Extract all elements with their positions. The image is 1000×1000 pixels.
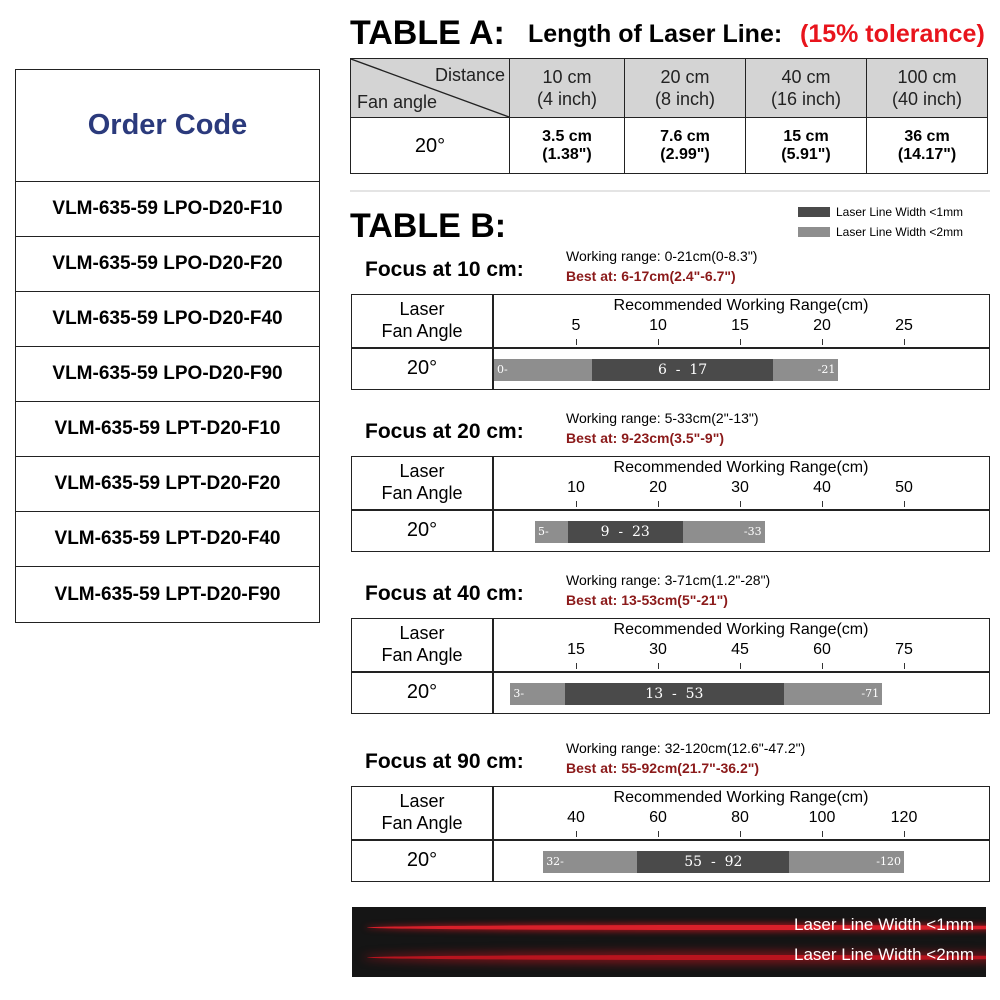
- fan-label-line2: Fan Angle: [381, 483, 463, 503]
- distance-header: [625, 59, 746, 118]
- axis-tick-mark: [658, 501, 659, 507]
- working-range-bar: [494, 359, 838, 381]
- order-code-row: [16, 512, 319, 567]
- fan-angle-cell: 20°: [351, 118, 510, 174]
- order-code: VLM-635-59 LPO-D20-F90: [52, 363, 283, 384]
- axis-tick-label: 45: [731, 641, 749, 658]
- range-min-label: 3-: [513, 687, 525, 700]
- axis-tick-label: 80: [731, 809, 749, 826]
- fan-label-line1: Laser: [399, 299, 445, 319]
- legend-item-light: [798, 225, 963, 239]
- axis-tick-label: 25: [895, 317, 913, 334]
- working-range-bar: [535, 521, 765, 543]
- axis-tick-label: 30: [649, 641, 667, 658]
- axis-tick-label: 15: [731, 317, 749, 334]
- length-cell: [746, 118, 867, 174]
- axis-tick-label: 10: [567, 479, 585, 496]
- table-a-title: TABLE A:: [350, 14, 505, 52]
- length-cm: 3.5 cm: [542, 127, 592, 145]
- range-min-label: 32-: [546, 855, 564, 868]
- fan-angle-value: 20°: [406, 357, 438, 379]
- range-header: Recommended Working Range(cm): [613, 459, 869, 476]
- fan-angle-header: [352, 622, 492, 666]
- axis-tick-label: 75: [895, 641, 913, 658]
- distance-cm: 100 cm: [897, 67, 957, 87]
- fan-label-line2: Fan Angle: [381, 321, 463, 341]
- axis-tick-mark: [822, 339, 823, 345]
- fan-angle-header: [352, 460, 492, 504]
- fan-label-line2: Fan Angle: [381, 645, 463, 665]
- distance-inch: (8 inch): [654, 89, 716, 109]
- distance-cm: 40 cm: [781, 67, 831, 87]
- axis-tick-mark: [740, 663, 741, 669]
- corner-distance-label: Distance: [434, 65, 505, 85]
- row-divider: [352, 509, 989, 511]
- fan-angle-value: 20°: [406, 849, 438, 871]
- range-box: [351, 456, 990, 552]
- axis-tick-label: 60: [649, 809, 667, 826]
- best-range-bar: 9 - 23: [568, 521, 683, 543]
- order-code: VLM-635-59 LPO-D20-F10: [52, 198, 283, 219]
- legend-label: Laser Line Width <2mm: [836, 225, 964, 239]
- axis-tick-mark: [904, 831, 905, 837]
- range-box: [351, 294, 990, 390]
- length-inch: (1.38"): [542, 145, 592, 163]
- range-max-label: -71: [861, 687, 880, 700]
- axis-tick-label: 10: [649, 317, 667, 334]
- fan-angle-value: 20°: [406, 519, 438, 541]
- best-range-bar: 13 - 53: [565, 683, 784, 705]
- axis-tick-mark: [576, 339, 577, 345]
- axis-tick-mark: [576, 663, 577, 669]
- axis-tick-mark: [658, 831, 659, 837]
- section-divider: [350, 190, 990, 192]
- distance-header: [510, 59, 625, 118]
- working-range-text: Working range: 0-21cm(0-8.3"): [566, 248, 758, 264]
- order-code-row: [16, 567, 319, 622]
- laser-line-length-table: [350, 58, 988, 174]
- order-code: VLM-635-59 LPT-D20-F40: [54, 528, 281, 549]
- range-max-label: -120: [876, 855, 901, 868]
- table-b-title: TABLE B:: [350, 207, 507, 245]
- best-range-text: Best at: 9-23cm(3.5"-9"): [566, 430, 724, 446]
- axis-tick-mark: [904, 501, 905, 507]
- row-divider: [352, 671, 989, 673]
- legend-item-dark: [798, 205, 963, 219]
- order-code: VLM-635-59 LPT-D20-F90: [54, 583, 281, 605]
- corner-fan-label: Fan angle: [357, 92, 438, 112]
- length-cell: [510, 118, 625, 174]
- order-code-row: [16, 182, 319, 237]
- axis-tick-mark: [658, 339, 659, 345]
- distance-cm: 20 cm: [660, 67, 710, 87]
- order-code: VLM-635-59 LPO-D20-F40: [52, 308, 283, 329]
- range-min-label: 5-: [538, 525, 549, 538]
- laser-line-photo: [352, 907, 986, 977]
- range-max-label: -21: [817, 363, 836, 376]
- working-range-bar: [510, 683, 882, 705]
- range-header: Recommended Working Range(cm): [613, 621, 869, 638]
- axis-tick-mark: [904, 663, 905, 669]
- axis-tick-label: 30: [731, 479, 749, 496]
- fan-label-line2: Fan Angle: [381, 813, 463, 833]
- focus-label: Focus at 40 cm:: [365, 582, 524, 605]
- length-cm: 15 cm: [783, 127, 829, 145]
- focus-label: Focus at 10 cm:: [365, 258, 524, 281]
- fan-angle-value: 20°: [406, 681, 438, 703]
- range-min-label: 0-: [497, 363, 508, 376]
- distance-inch: (40 inch): [891, 89, 963, 109]
- axis-tick-mark: [576, 831, 577, 837]
- working-range-text: Working range: 32-120cm(12.6"-47.2"): [566, 740, 806, 756]
- range-box: [351, 618, 990, 714]
- best-range-bar: 55 - 92: [637, 851, 789, 873]
- axis-tick-label: 20: [813, 317, 831, 334]
- best-range-text: Best at: 6-17cm(2.4"-6.7"): [566, 268, 736, 284]
- length-inch: (14.17"): [897, 145, 957, 163]
- axis-tick-label: 60: [813, 641, 831, 658]
- best-range-text: Best at: 55-92cm(21.7"-36.2"): [566, 760, 760, 776]
- order-code: VLM-635-59 LPO-D20-F20: [52, 253, 283, 274]
- distance-inch: (16 inch): [770, 89, 842, 109]
- axis-tick-label: 15: [567, 641, 585, 658]
- axis-tick-label: 50: [895, 479, 913, 496]
- axis-tick-label: 40: [813, 479, 831, 496]
- axis-tick-mark: [576, 501, 577, 507]
- working-range-bar: [543, 851, 904, 873]
- axis-tick-label: 20: [649, 479, 667, 496]
- fan-label-line1: Laser: [399, 791, 445, 811]
- axis-tick-mark: [822, 831, 823, 837]
- length-cell: [625, 118, 746, 174]
- working-range-text: Working range: 5-33cm(2"-13"): [566, 410, 759, 426]
- distance-header: [867, 59, 988, 118]
- best-range-text: Best at: 13-53cm(5"-21"): [566, 592, 728, 608]
- table-a-value-row: [351, 118, 988, 174]
- order-code: VLM-635-59 LPT-D20-F10: [54, 418, 281, 439]
- focus-label: Focus at 20 cm:: [365, 420, 524, 443]
- length-inch: (2.99"): [660, 145, 710, 163]
- legend-swatch-dark: [798, 207, 830, 217]
- best-range-bar: 6 - 17: [592, 359, 772, 381]
- order-code-row: [16, 457, 319, 512]
- axis-tick-label: 100: [808, 809, 836, 826]
- order-code-title: Order Code: [87, 109, 248, 141]
- order-code: VLM-635-59 LPT-D20-F20: [54, 473, 281, 494]
- range-header: Recommended Working Range(cm): [613, 789, 869, 806]
- table-a-corner-cell: [351, 59, 510, 118]
- order-code-table: [15, 69, 320, 623]
- axis-tick-label: 40: [567, 809, 585, 826]
- photo-label-thin: Laser Line Width <1mm: [794, 915, 974, 934]
- range-box: [351, 786, 990, 882]
- fan-angle-header: [352, 298, 492, 342]
- range-max-label: -33: [743, 525, 762, 538]
- length-cell: [867, 118, 988, 174]
- row-divider: [352, 839, 989, 841]
- axis-tick-mark: [740, 831, 741, 837]
- axis-tick-mark: [740, 501, 741, 507]
- axis-tick-mark: [904, 339, 905, 345]
- axis-tick-mark: [822, 501, 823, 507]
- axis-tick-label: 5: [571, 317, 581, 334]
- fan-label-line1: Laser: [399, 623, 445, 643]
- range-header: Recommended Working Range(cm): [613, 297, 869, 314]
- axis-tick-mark: [740, 339, 741, 345]
- axis-tick-label: 120: [890, 809, 918, 826]
- row-divider: [352, 347, 989, 349]
- focus-label: Focus at 90 cm:: [365, 750, 524, 773]
- distance-header: [746, 59, 867, 118]
- fan-angle-header: [352, 790, 492, 834]
- photo-label-thick: Laser Line Width <2mm: [794, 945, 974, 964]
- order-code-row: [16, 237, 319, 292]
- axis-tick-mark: [658, 663, 659, 669]
- order-code-row: [16, 402, 319, 457]
- fan-label-line1: Laser: [399, 461, 445, 481]
- order-code-row: [16, 292, 319, 347]
- table-a-tolerance: (15% tolerance): [800, 20, 985, 48]
- table-a-subtitle: Length of Laser Line:: [528, 20, 783, 48]
- order-code-row: [16, 347, 319, 402]
- axis-tick-mark: [822, 663, 823, 669]
- length-inch: (5.91"): [781, 145, 831, 163]
- distance-cm: 10 cm: [542, 67, 592, 87]
- legend-swatch-light: [798, 227, 830, 237]
- length-cm: 36 cm: [904, 127, 950, 145]
- length-cm: 7.6 cm: [660, 127, 710, 145]
- legend-label: Laser Line Width <1mm: [836, 205, 964, 219]
- order-code-header: [16, 70, 319, 182]
- working-range-text: Working range: 3-71cm(1.2"-28"): [566, 572, 771, 588]
- table-a-header-row: [351, 59, 988, 118]
- distance-inch: (4 inch): [536, 89, 598, 109]
